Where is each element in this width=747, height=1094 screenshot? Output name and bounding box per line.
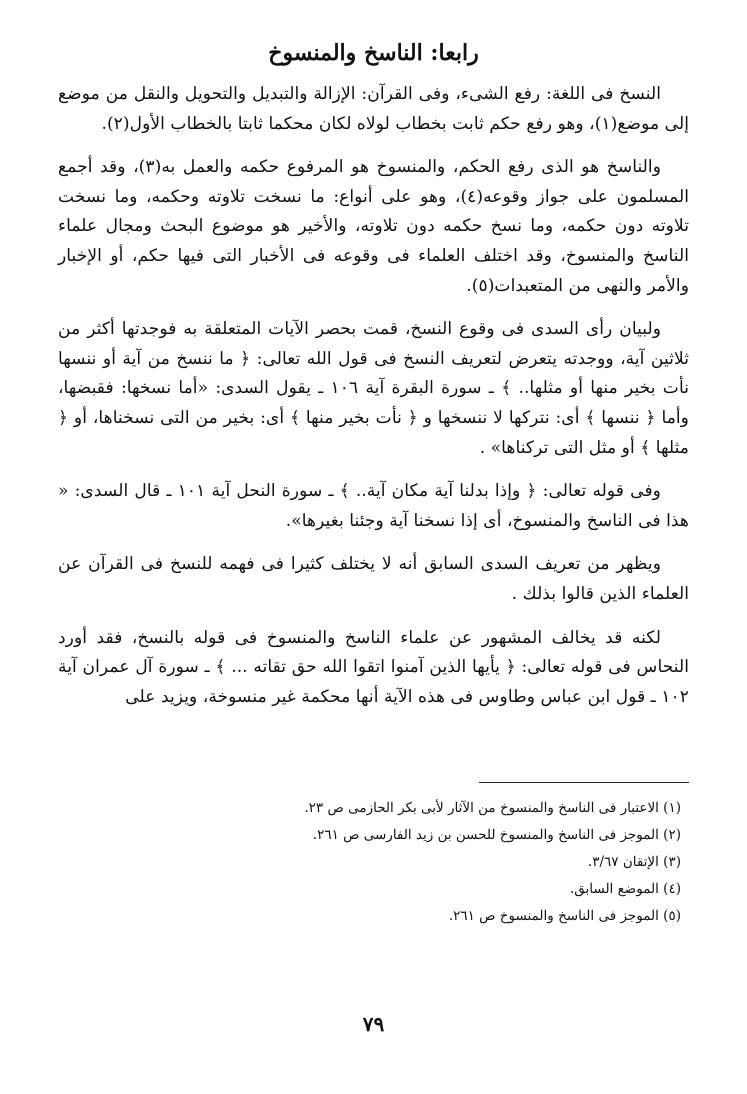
footnote-divider <box>479 782 689 783</box>
footnote-4: (٤) الموضع السابق. <box>569 881 681 898</box>
page-number: ٧٩ <box>362 1012 385 1036</box>
footnote-3: (٣) الإتقان ٣/٦٧. <box>587 854 681 871</box>
footnote-2: (٢) الموجز فى الناسخ والمنسوخ للحسن بن زيد الفارسى ص ٢٦١. <box>312 827 681 844</box>
paragraph-nahhas: لكنه قد يخالف المشهور عن علماء الناسخ والمنسوخ فى قوله بالنسخ، فقد أورد النحاس فى قوله تعالى: ﴿ يأيها الذين آمنوا اتقوا الله حق تقاته ... ﴾ ـ سورة آل عمران آية ١٠٢ ـ قول ابن عباس وطاوس فى هذه الآية أنها محكمة غير منسوخة، ويزيد على <box>58 627 689 707</box>
section-title: رابعا: الناسخ والمنسوخ <box>268 40 479 66</box>
paragraph-suddi-understanding: ويظهر من تعريف السدى السابق أنه لا يختلف كثيرا فى فهمه للنسخ فى القرآن عن العلماء الذين قالوا بذلك . <box>58 554 689 604</box>
footnote-5: (٥) الموجز فى الناسخ والمنسوخ ص ٢٦١. <box>448 908 681 925</box>
paragraph-nasikh-mansukh: والناسخ هو الذى رفع الحكم، والمنسوخ هو المرفوع حكمه والعمل به(٣)، وقد أجمع المسلمون على جواز وقوعه(٤)، وهو على أنواع: ما نسخت تلاوته وحكمه، وما نسخت تلاوته دون حكمه، وما نسخ حكمه دون تلاوته، والأخير هو موضوع البحث ومجال علماء الناسخ والمنسوخ، وقد اختلف العلماء فى وقوعه فى الأخبار التى فيها حكم، أو الإخبار والأمر والنهى من المتعبدات(٥). <box>58 157 689 296</box>
paragraph-suddi-view: ولبيان رأى السدى فى وقوع النسخ، قمت بحصر الآيات المتعلقة به فوجدتها أكثر من ثلاثين آية، ووجدته يتعرض لتعريف النسخ فى قول الله تعالى: ﴿ ما ننسخ من آية أو ننسها نأت بخير منها أو مثلها.. ﴾ ـ سورة البقرة آية ١٠٦ ـ يقول السدى: «أما نسخها: فقبضها، وأما ﴿ ننسها ﴾ أى: نتركها لا ننسخها و ﴿ نأت بخير منها ﴾ أى: بخير من التى نسخناها، أو ﴿ مثلها ﴾ أو مثل التى تركناها» . <box>58 319 690 458</box>
footnotes <box>58 795 689 930</box>
footnote-1: (١) الاعتبار فى الناسخ والمنسوخ من الآثار لأبى بكر الحازمى ص ٢٣. <box>304 800 681 817</box>
paragraph-nahl-verse: وفى قوله تعالى: ﴿ وإذا بدلنا آية مكان آية.. ﴾ ـ سورة النحل آية ١٠١ ـ قال السدى: « هذا فى الناسخ والمنسوخ، أى إذا نسخنا آية وجئنا بغيرها». <box>58 481 689 531</box>
paragraph-naskh-definition: النسخ فى اللغة: رفع الشىء، وفى القرآن: الإزالة والتبديل والتحويل والنقل من موضع إلى موضع(١)، وهو رفع حكم ثابت بخطاب لولاه لكان محكما ثابتا بالخطاب الأول(٢). <box>58 84 689 134</box>
